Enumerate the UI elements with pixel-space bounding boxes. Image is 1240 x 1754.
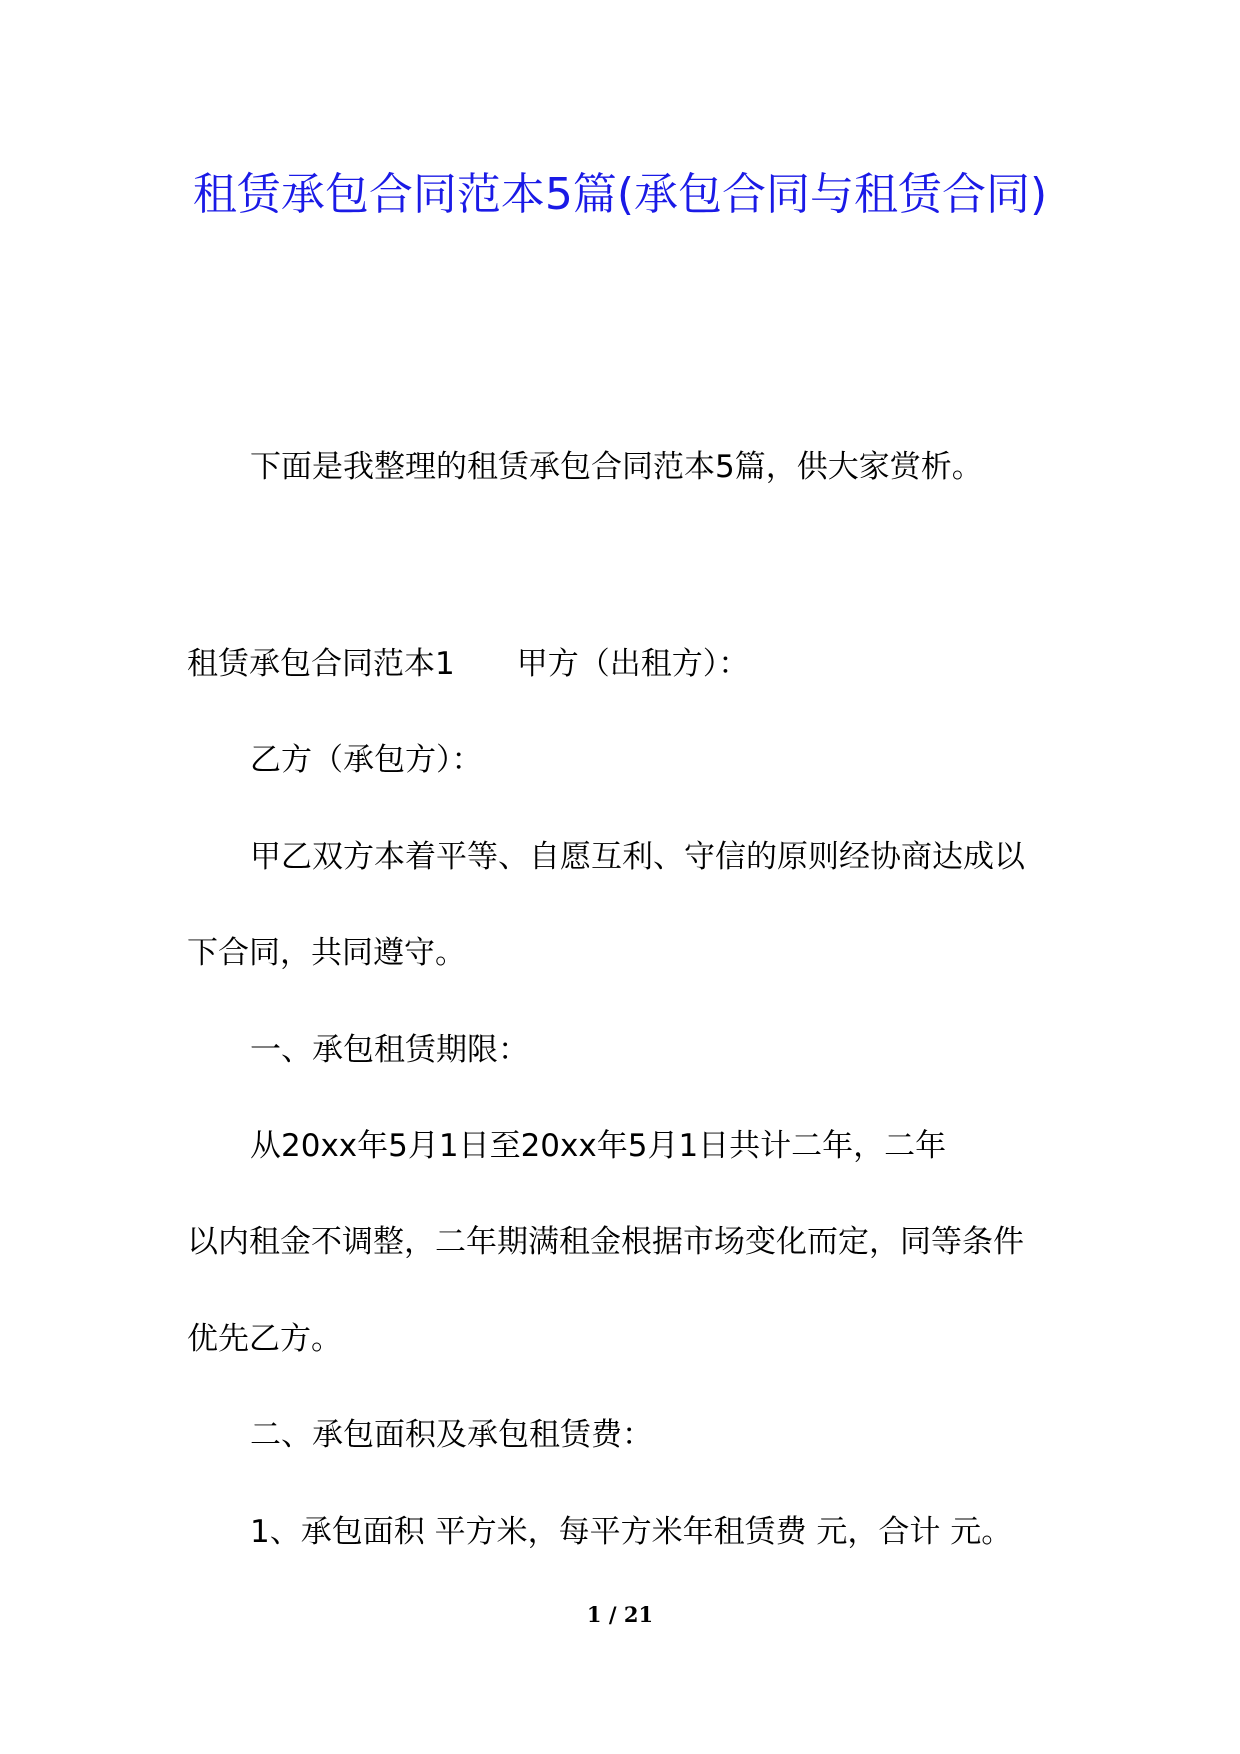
section-heading: 租赁承包合同范本1: [187, 646, 455, 682]
paragraph-line: 下合同，共同遵守。: [187, 935, 466, 971]
intro-line: 下面是我整理的租赁承包合同范本5篇，供大家赏析。: [250, 449, 983, 485]
paragraph-line: 1、承包面积 平方米，每平方米年租赁费 元，合计 元。: [250, 1514, 1013, 1550]
party-b-label: 乙方（承包方）：: [250, 742, 483, 778]
paragraph-line: 优先乙方。: [187, 1321, 342, 1357]
paragraph-line: 甲乙双方本着平等、自愿互利、守信的原则经协商达成以: [250, 839, 1025, 875]
page-number: 1 / 21: [586, 1602, 654, 1627]
clause-heading-term: 一、承包租赁期限：: [250, 1032, 529, 1068]
clause-heading-area-fee: 二、承包面积及承包租赁费：: [250, 1417, 653, 1453]
section-heading-line: [187, 642, 749, 686]
paragraph-line: 以内租金不调整，二年期满租金根据市场变化而定，同等条件: [187, 1224, 1024, 1260]
document-title: 租赁承包合同范本5篇(承包合同与租赁合同): [192, 169, 1048, 220]
party-a-label: 甲方（出租方）：: [516, 646, 750, 682]
paragraph-line: 从20xx年5月1日至20xx年5月1日共计二年，二年: [250, 1128, 947, 1164]
